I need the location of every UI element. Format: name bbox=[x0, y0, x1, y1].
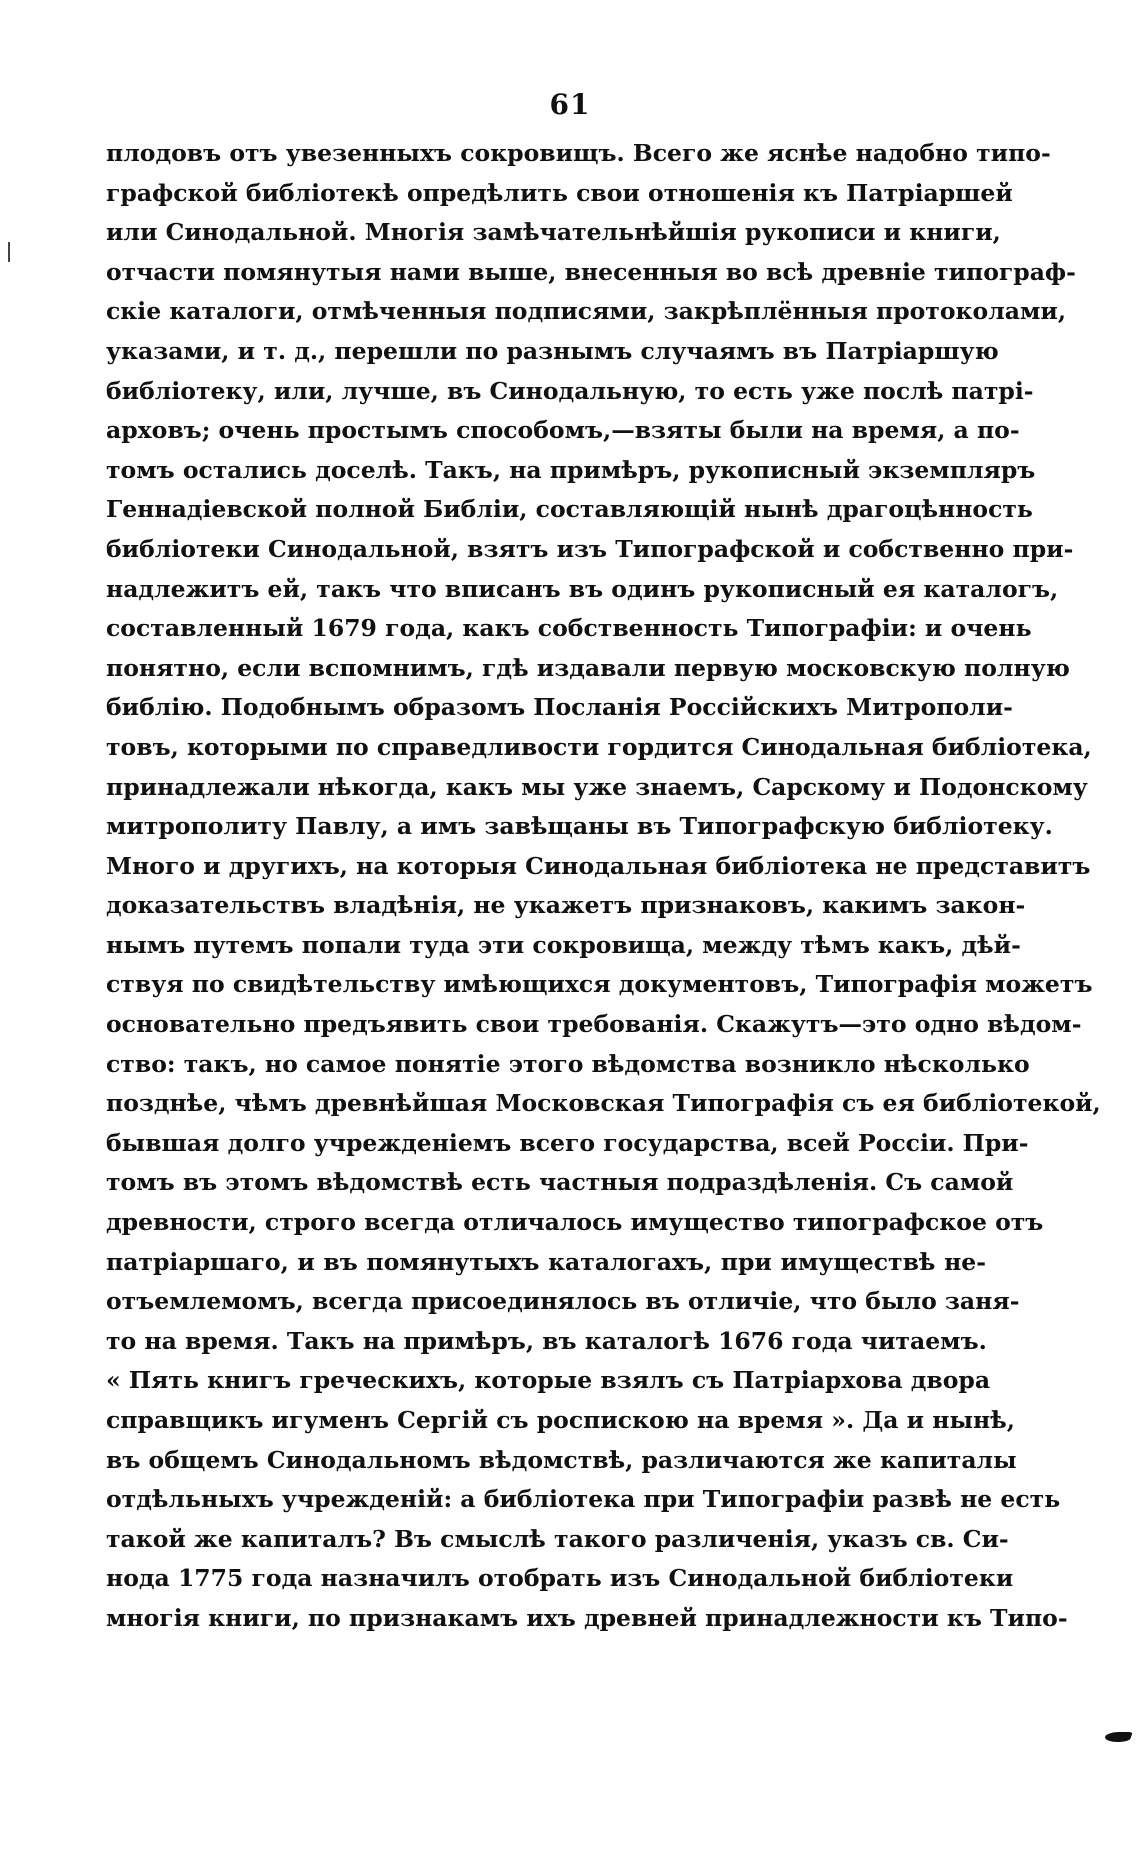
text-line: понятно, если вспомнимъ, гдѣ издавали первую московскую полную bbox=[106, 653, 1070, 682]
text-line: бывшая долго учрежденіемъ всего государства, всей Россіи. При- bbox=[106, 1128, 1029, 1157]
text-line: томъ въ этомъ вѣдомствѣ есть частныя подраздѣленія. Съ самой bbox=[106, 1168, 1014, 1197]
text-line: доказательствъ владѣнія, не укажетъ признаковъ, какимъ закон- bbox=[106, 891, 1026, 920]
text-line: ство: такъ, но самое понятіе этого вѣдомства возникло нѣсколько bbox=[106, 1049, 1030, 1078]
text-line: арховъ; очень простымъ способомъ,—взяты были на время, а по- bbox=[106, 416, 1020, 445]
text-line: отчасти помянутыя нами выше, внесенныя во всѣ древніе типограф- bbox=[106, 257, 1076, 286]
text-line: графской библіотекѣ опредѣлить свои отношенія къ Патріаршей bbox=[106, 178, 1013, 207]
text-line: патріаршаго, и въ помянутыхъ каталогахъ, при имуществѣ не- bbox=[106, 1247, 986, 1276]
text-line: Много и другихъ, на которыя Синодальная библіотека не представитъ bbox=[106, 851, 1091, 880]
text-line: скіе каталоги, отмѣченныя подписями, закрѣплённыя протоколами, bbox=[106, 297, 1067, 326]
text-line: составленный 1679 года, какъ собственность Типографіи: и очень bbox=[106, 614, 1032, 643]
text-line: позднѣе, чѣмъ древнѣйшая Московская Типографія съ ея библіотекой, bbox=[106, 1089, 1101, 1118]
margin-mark bbox=[8, 242, 10, 262]
text-line: плодовъ отъ увезенныхъ сокровищъ. Всего же яснѣе надобно типо- bbox=[106, 139, 1051, 167]
text-line: ствуя по свидѣтельству имѣющихся документовъ, Типографія можетъ bbox=[106, 970, 1093, 999]
text-line: многія книги, по признакамъ ихъ древней принадлежности къ Типо- bbox=[106, 1603, 1068, 1632]
text-line: древности, строго всегда отличалось имущество типографское отъ bbox=[106, 1208, 1044, 1237]
text-line: въ общемъ Синодальномъ вѣдомствѣ, различаются же капиталы bbox=[106, 1445, 1017, 1474]
text-line: отдѣльныхъ учрежденій: а библіотека при Типографіи развѣ не есть bbox=[106, 1485, 1061, 1514]
text-line: справщикъ игуменъ Сергій съ роспискою на время ». Да и нынѣ, bbox=[106, 1406, 1015, 1434]
text-line: библіотеки Синодальной, взятъ изъ Типографской и собственно при- bbox=[106, 534, 1074, 563]
ink-blot bbox=[1103, 1732, 1133, 1742]
body-text bbox=[106, 134, 1101, 1639]
text-line: библію. Подобнымъ образомъ Посланія Россійскихъ Митрополи- bbox=[106, 693, 1013, 722]
text-line: принадлежали нѣкогда, какъ мы уже знаемъ, Сарскому и Подонскому bbox=[106, 772, 1088, 801]
text-line: такой же капиталъ? Въ смыслѣ такого различенія, указъ св. Си- bbox=[106, 1524, 1009, 1553]
text-line: отъемлемомъ, всегда присоединялось въ отличіе, что было заня- bbox=[106, 1287, 1020, 1316]
text-line: указами, и т. д., перешли по разнымъ случаямъ въ Патріаршую bbox=[106, 336, 999, 365]
text-line: нымъ путемъ попали туда эти сокровища, между тѣмъ какъ, дѣй- bbox=[106, 930, 1021, 959]
text-line: « Пять книгъ греческихъ, которые взялъ съ Патріархова двора bbox=[106, 1366, 991, 1395]
text-line: митрополиту Павлу, а имъ завѣщаны въ Типографскую библіотеку. bbox=[106, 812, 1053, 841]
text-line: нода 1775 года назначилъ отобрать изъ Синодальной библіотеки bbox=[106, 1564, 1014, 1593]
text-line: надлежитъ ей, такъ что вписанъ въ одинъ рукописный ея каталогъ, bbox=[106, 574, 1059, 603]
text-line: Геннадіевской полной Библіи, составляющій нынѣ драгоцѣнность bbox=[106, 495, 1033, 524]
text-line: то на время. Такъ на примѣръ, въ каталогѣ 1676 года читаемъ. bbox=[106, 1326, 987, 1355]
text-line: томъ остались доселѣ. Такъ, на примѣръ, рукописный экземпляръ bbox=[106, 455, 1036, 484]
text-line: основательно предъявить свои требованія. Скажутъ—это одно вѣдом- bbox=[106, 1010, 1082, 1039]
page-number: 61 bbox=[549, 88, 591, 121]
text-line: или Синодальной. Многія замѣчательнѣйшія рукописи и книги, bbox=[106, 218, 1001, 247]
text-line: библіотеку, или, лучше, въ Синодальную, то есть уже послѣ патрі- bbox=[106, 376, 1034, 405]
text-line: товъ, которыми по справедливости гордится Синодальная библіотека, bbox=[106, 732, 1092, 761]
